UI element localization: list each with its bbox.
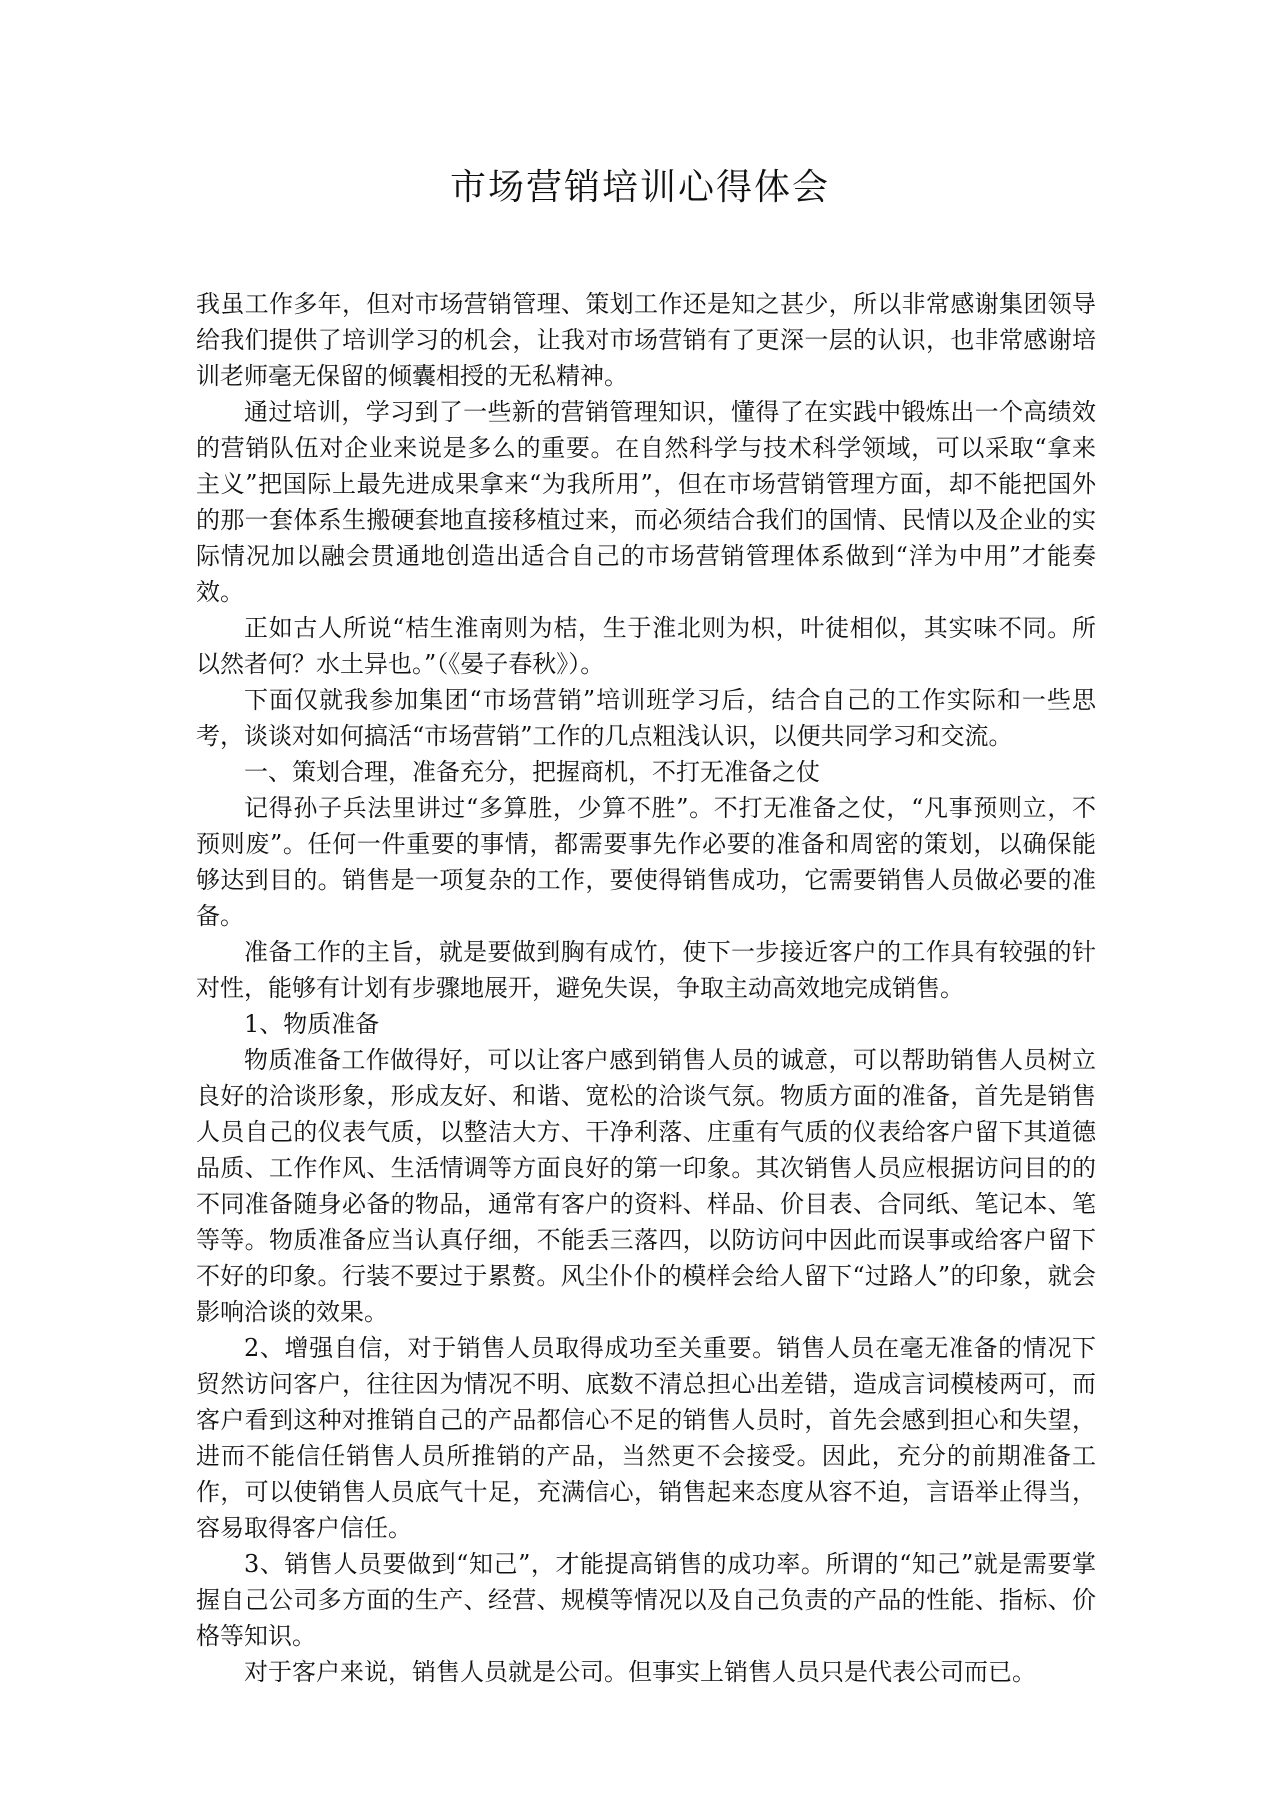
paragraph: 我虽工作多年，但对市场营销管理、策划工作还是知之甚少，所以非常感谢集团领导给我们提供了培训学习的机会，让我对市场营销有了更深一层的认识，也非常感谢培训老师毫无保留的倾囊相授的无私精神。	[196, 290, 1096, 390]
paragraph: 物质准备工作做得好，可以让客户感到销售人员的诚意，可以帮助销售人员树立良好的洽谈形象，形成友好、和谐、宽松的洽谈气氛。物质方面的准备，首先是销售人员自己的仪表气质，以整洁大方、干净利落、庄重有气质的仪表给客户留下其道德品质、工作作风、生活情调等方面良好的第一印象。其次销售人员应根据访问目的的不同准备随身必备的物品，通常有客户的资料、样品、价目表、合同纸、笔记本、笔等等。物质准备应当认真仔细，不能丢三落四，以防访问中因此而误事或给客户留下不好的印象。行装不要过于累赘。风尘仆仆的模样会给人留下“过路人”的印象，就会影响洽谈的效果。	[196, 1046, 1096, 1326]
document-title: 市场营销培训心得体会	[449, 167, 830, 208]
paragraph: 2、增强自信，对于销售人员取得成功至关重要。销售人员在毫无准备的情况下贸然访问客户，往往因为情况不明、底数不清总担心出差错，造成言词模棱两可，而客户看到这种对推销自己的产品都信心不足的销售人员时，首先会感到担心和失望，进而不能信任销售人员所推销的产品，当然更不会接受。因此，充分的前期准备工作，可以使销售人员底气十足，充满信心，销售起来态度从容不迫，言语举止得当，容易取得客户信任。	[196, 1334, 1096, 1542]
paragraph: 3、销售人员要做到“知己”，才能提高销售的成功率。所谓的“知己”就是需要掌握自己公司多方面的生产、经营、规模等情况以及自己负责的产品的性能、指标、价格等知识。	[196, 1550, 1096, 1650]
paragraph: 通过培训，学习到了一些新的营销管理知识，懂得了在实践中锻炼出一个高绩效的营销队伍对企业来说是多么的重要。在自然科学与技术科学领域，可以采取“拿来主义”把国际上最先进成果拿来“为我所用”，但在市场营销管理方面，却不能把国外的那一套体系生搬硬套地直接移植过来，而必须结合我们的国情、民情以及企业的实际情况加以融会贯通地创造出适合自己的市场营销管理体系做到“洋为中用”才能奏效。	[196, 398, 1096, 606]
paragraph: 记得孙子兵法里讲过“多算胜，少算不胜”。不打无准备之仗，“凡事预则立，不预则废”。任何一件重要的事情，都需要事先作必要的准备和周密的策划，以确保能够达到目的。销售是一项复杂的工作，要使得销售成功，它需要销售人员做必要的准备。	[196, 794, 1096, 930]
subsection-heading: 1、物质准备	[244, 1010, 380, 1038]
paragraph: 对于客户来说，销售人员就是公司。但事实上销售人员只是代表公司而已。	[244, 1658, 1036, 1686]
paragraph: 下面仅就我参加集团“市场营销”培训班学习后，结合自己的工作实际和一些思考，谈谈对如何搞活“市场营销”工作的几点粗浅认识，以便共同学习和交流。	[196, 686, 1096, 750]
paragraph: 正如古人所说“桔生淮南则为桔，生于淮北则为枳，叶徒相似，其实味不同。所以然者何？水土异也。”（《晏子春秋》）。	[196, 614, 1096, 678]
section-heading: 一、策划合理，准备充分，把握商机，不打无准备之仗	[244, 758, 820, 786]
document-body	[196, 286, 1096, 1690]
paragraph: 准备工作的主旨，就是要做到胸有成竹，使下一步接近客户的工作具有较强的针对性，能够有计划有步骤地展开，避免失误，争取主动高效地完成销售。	[196, 938, 1096, 1002]
